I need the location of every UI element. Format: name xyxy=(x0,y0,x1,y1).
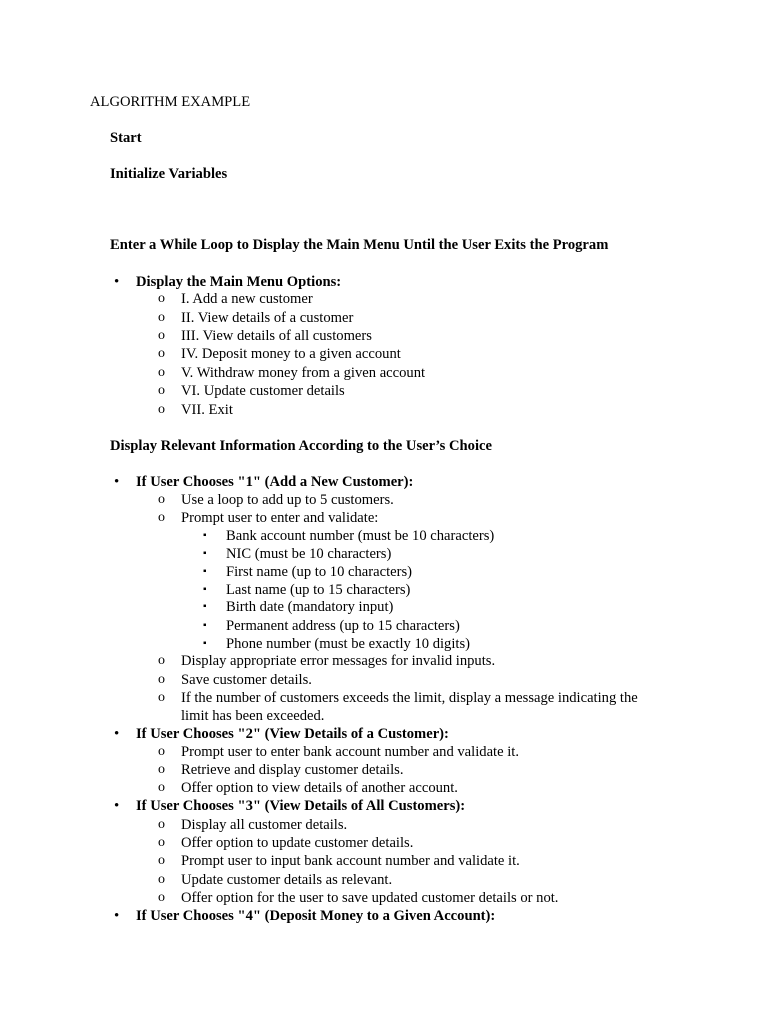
circle-bullet-icon: o xyxy=(158,328,165,343)
circle-bullet-icon: o xyxy=(158,817,165,832)
square-bullet-icon: ▪ xyxy=(203,620,207,631)
choice1-item-continuation: limit has been exceeded. xyxy=(181,708,325,724)
choice1-item: Prompt user to enter and validate: xyxy=(181,510,379,526)
circle-bullet-icon: o xyxy=(158,383,165,398)
menu-item: III. View details of all customers xyxy=(181,328,372,344)
circle-bullet-icon: o xyxy=(158,744,165,759)
circle-bullet-icon: o xyxy=(158,890,165,905)
circle-bullet-icon: o xyxy=(158,310,165,325)
choice2-item: Offer option to view details of another account. xyxy=(181,780,458,796)
square-bullet-icon: ▪ xyxy=(203,584,207,595)
circle-bullet-icon: o xyxy=(158,835,165,850)
square-bullet-icon: ▪ xyxy=(203,601,207,612)
choice1-subitem: Permanent address (up to 15 characters) xyxy=(226,618,460,634)
choice3-item: Offer option to update customer details. xyxy=(181,835,414,851)
choice1-subitem: Phone number (must be exactly 10 digits) xyxy=(226,636,470,652)
choice1-subitem: Last name (up to 15 characters) xyxy=(226,582,411,598)
choice1-subitem: NIC (must be 10 characters) xyxy=(226,546,392,562)
circle-bullet-icon: o xyxy=(158,872,165,887)
document-title: ALGORITHM EXAMPLE xyxy=(90,94,251,110)
choice1-item: Save customer details. xyxy=(181,672,312,688)
menu-item: V. Withdraw money from a given account xyxy=(181,365,426,381)
circle-bullet-icon: o xyxy=(158,690,165,705)
choice1-subitem: Birth date (mandatory input) xyxy=(226,599,394,615)
menu-heading: Display the Main Menu Options: xyxy=(136,274,342,290)
circle-bullet-icon: o xyxy=(158,510,165,525)
choice1-item: Display appropriate error messages for invalid inputs. xyxy=(181,653,496,669)
circle-bullet-icon: o xyxy=(158,291,165,306)
bullet-icon: • xyxy=(114,726,120,742)
loop-heading: Enter a While Loop to Display the Main Menu Until the User Exits the Program xyxy=(110,237,609,253)
choice2-heading: If User Chooses "2" (View Details of a Customer): xyxy=(136,726,449,742)
choice1-heading: If User Chooses "1" (Add a New Customer): xyxy=(136,474,414,490)
square-bullet-icon: ▪ xyxy=(203,638,207,649)
choice3-item: Offer option for the user to save updated customer details or not. xyxy=(181,890,559,906)
circle-bullet-icon: o xyxy=(158,762,165,777)
choice3-heading: If User Chooses "3" (View Details of All Customers): xyxy=(136,798,466,814)
choice1-item: Use a loop to add up to 5 customers. xyxy=(181,492,394,508)
circle-bullet-icon: o xyxy=(158,780,165,795)
step-initialize: Initialize Variables xyxy=(110,166,228,182)
menu-item: IV. Deposit money to a given account xyxy=(181,346,401,362)
relevant-heading: Display Relevant Information According to the User’s Choice xyxy=(110,438,492,454)
square-bullet-icon: ▪ xyxy=(203,566,207,577)
circle-bullet-icon: o xyxy=(158,365,165,380)
bullet-icon: • xyxy=(114,274,120,290)
circle-bullet-icon: o xyxy=(158,346,165,361)
choice4-heading: If User Chooses "4" (Deposit Money to a Given Account): xyxy=(136,908,496,924)
choice2-item: Retrieve and display customer details. xyxy=(181,762,404,778)
choice3-item: Display all customer details. xyxy=(181,817,348,833)
bullet-icon: • xyxy=(114,474,120,490)
menu-item: VII. Exit xyxy=(181,402,233,418)
circle-bullet-icon: o xyxy=(158,853,165,868)
bullet-icon: • xyxy=(114,908,120,924)
menu-item: I. Add a new customer xyxy=(181,291,313,307)
circle-bullet-icon: o xyxy=(158,492,165,507)
circle-bullet-icon: o xyxy=(158,653,165,668)
choice3-item: Prompt user to input bank account number and validate it. xyxy=(181,853,520,869)
menu-item: II. View details of a customer xyxy=(181,310,354,326)
step-start: Start xyxy=(110,130,142,146)
choice2-item: Prompt user to enter bank account number and validate it. xyxy=(181,744,519,760)
square-bullet-icon: ▪ xyxy=(203,548,207,559)
choice3-item: Update customer details as relevant. xyxy=(181,872,393,888)
circle-bullet-icon: o xyxy=(158,402,165,417)
choice1-subitem: Bank account number (must be 10 characters) xyxy=(226,528,495,544)
choice1-subitem: First name (up to 10 characters) xyxy=(226,564,413,580)
bullet-icon: • xyxy=(114,798,120,814)
circle-bullet-icon: o xyxy=(158,672,165,687)
menu-item: VI. Update customer details xyxy=(181,383,345,399)
choice1-item: If the number of customers exceeds the limit, display a message indicating the xyxy=(181,690,638,706)
square-bullet-icon: ▪ xyxy=(203,530,207,541)
